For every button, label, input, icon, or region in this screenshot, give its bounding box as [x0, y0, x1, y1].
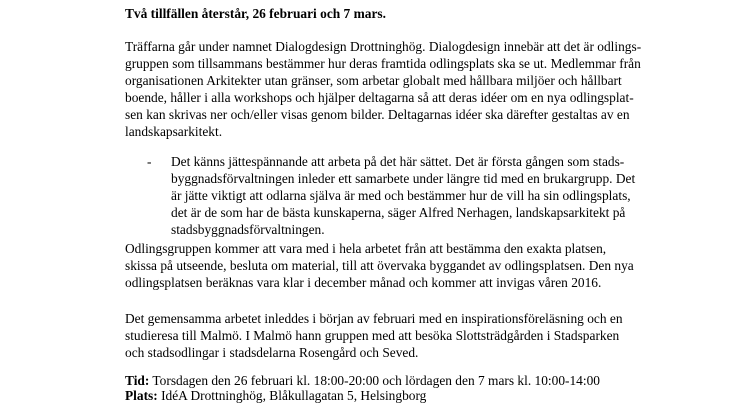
bullet-line: det är de som har de bästa kunskaperna, säger Alfred Nerhagen, landskapsarkitekt på: [171, 205, 626, 220]
paragraph-line: Träffarna går under namnet Dialogdesign Drottninghög. Dialogdesign innebär att det är odlings-: [125, 39, 642, 54]
place-value: IdéA Drottninghög, Blåkullagatan 5, Helsingborg: [157, 388, 427, 403]
time-row: [125, 373, 635, 388]
place-row: [125, 388, 635, 403]
paragraph-line: odlingsplatsen beräknas vara klar i december månad och kommer att invigas våren 2016.: [125, 275, 602, 290]
bullet-line: är jätte viktigt att odlarna själva är med och bestämmer hur de vill ha sin odlingsplats,: [171, 188, 631, 203]
bullet-text: [171, 153, 636, 238]
paragraph-dialogdesign: [125, 38, 642, 140]
time-label: Tid:: [125, 373, 150, 388]
paragraph-line: landskapsarkitekt.: [125, 124, 223, 139]
paragraph-line: boende, håller i alla workshops och hjälper deltagarna så att deras idéer om en nya odlingsplat-: [125, 90, 634, 105]
paragraph-line: och stadsodlingar i stadsdelarna Rosengård och Seved.: [125, 345, 419, 360]
paragraph-line: organisationen Arkitekter utan gränser, som arbetar globalt med hållbara miljöer och hållbart: [125, 73, 622, 88]
paragraph-line: gruppen som tillsammans bestämmer hur deras framtida odlingsplats ska se ut. Medlemmar från: [125, 56, 641, 71]
paragraph-line: Det gemensamma arbetet inleddes i början av februari med en inspirationsföreläsning och en: [125, 311, 623, 326]
paragraph-gemensamma: [125, 310, 635, 361]
event-info: [125, 373, 635, 403]
bullet-line: Det känns jättespännande att arbeta på det här sättet. Det är första gången som stads-: [171, 154, 625, 169]
heading-text: Två tillfällen återstår, 26 februari och 7 mars.: [125, 6, 386, 21]
place-label: Plats:: [125, 388, 158, 403]
paragraph-odlingsgruppen: [125, 240, 635, 291]
paragraph-line: studieresa till Malmö. I Malmö hann gruppen med att besöka Slottsträdgården i Stadsparken: [125, 328, 620, 343]
bullet-marker: -: [147, 154, 152, 169]
time-value: Torsdagen den 26 februari kl. 18:00-20:00 och lördagen den 7 mars kl. 10:00-14:00: [149, 373, 600, 388]
bullet-line: byggnadsförvaltningen inleder ett samarbete under längre tid med en brukargrupp. Det: [171, 171, 636, 186]
paragraph-line: skissa på utseende, besluta om material, till att övervaka byggandet av odlingsplatsen. Den nya: [125, 258, 634, 273]
heading: [125, 5, 635, 22]
bullet-line: stadsbyggnadsförvaltningen.: [171, 222, 325, 237]
paragraph-line: Odlingsgruppen kommer att vara med i hela arbetet från att bestämma den exakta platsen,: [125, 241, 607, 256]
paragraph-line: sen kan skrivas ner och/eller visas genom bilder. Deltagarnas idéer ska därefter gestaltas av en: [125, 107, 630, 122]
